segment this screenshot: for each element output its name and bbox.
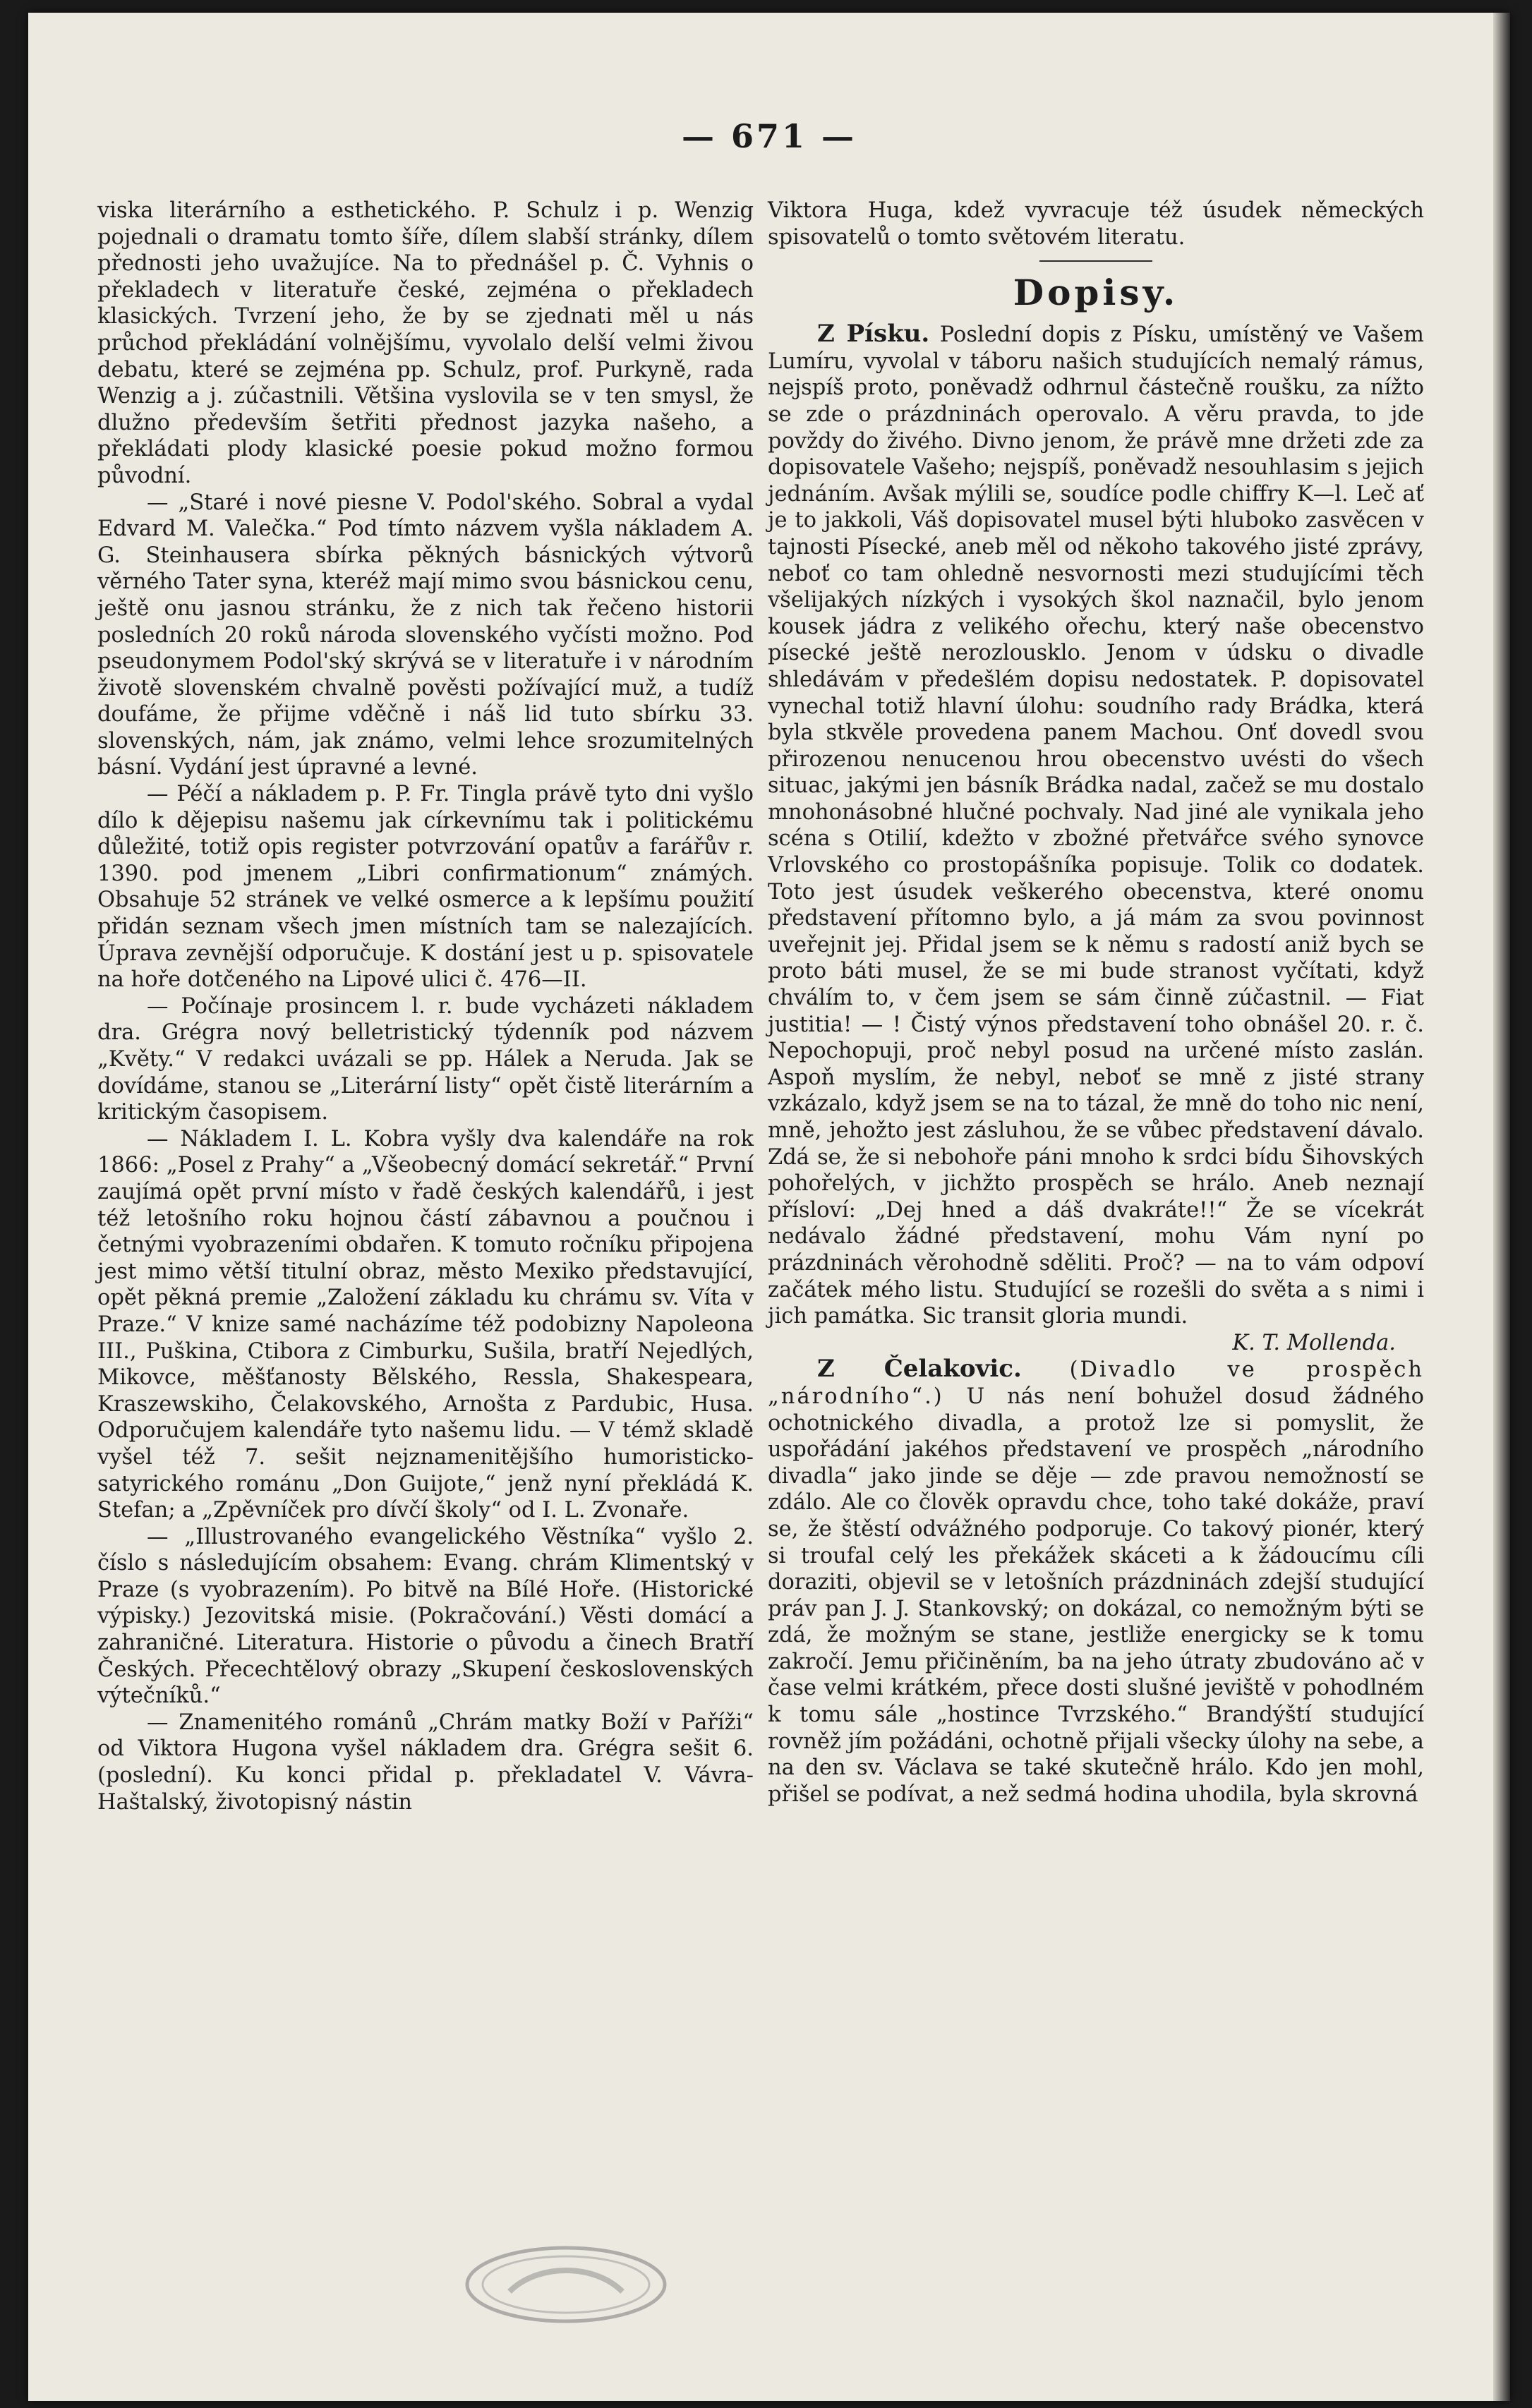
section-title: Dopisy.	[1013, 272, 1179, 314]
letter-pisek	[768, 321, 1424, 1330]
right-column	[768, 198, 1424, 1808]
news-item: viska literárního a esthetického. P. Schulz i p. Wenzig pojednali o dramatu tomto šíře, dílem slabší stránky, dílem přednosti jeho uvažujíce. Na to přednášel p. Č. Vyhnis o překladech v literatuře české, zejména o překladech klasických. Tvrzení jeho, že by se zjednati měl u nás průchod překládání volnějšímu, vyvolalo delší velmi živou debatu, které se zejména pp. Schulz, prof. Purkyně, rada Wenzig a j. zúčastnili. Většina vyslovila se v ten smysl, že dlužno především šetřiti přednost jazyka našeho, a překládati plody klasické poesie pokud možno formou původní.	[97, 198, 754, 488]
news-item: — „Staré i nové piesne V. Podol'ského. Sobral a vydal Edvard M. Valečka.“ Pod tímto názvem vyšla nákladem A. G. Steinhausera sbírka pěkných básnických výtvorů věrného Tater syna, kteréž mají mimo svou básnickou cenu, ještě onu jasnou stránku, že z nich tak řečeno historii posledních 20 roků národa slovenského vyčísti možno. Pod pseudonymem Podol'ský skrývá se v literatuře i v národním životě slovenském chvalně pověsti požívající muž, a tudíž doufáme, že přijme vděčně i náš lid tuto sbírku 33. slovenských, nám, jak známo, velmi lehce srozumitelných básní. Vydání jest úpravné a levné.	[97, 490, 754, 780]
news-item: — Nákladem I. L. Kobra vyšly dva kalendáře na rok 1866: „Posel z Prahy“ a „Všeobecný domácí sekretář.“ První zaujímá opět první místo v řadě českých kalendářů, i jest též letošního roku hojnou částí zábavnou a poučnou i četnými vyobrazeními obdařen. K tomuto ročníku připojena jest mimo větší titulní obraz, město Mexiko představující, opět pěkná premie „Založení základu ku chrámu sv. Víta v Praze.“ V knize samé nacházíme též podobizny Napoleona III., Puškina, Ctibora z Cimburku, Sušila, bratří Nejedlých, Mikovce, měšťanosty Bělského, Ressla, Shakespeara, Kraszewskiho, Čelakovského, Arnošta z Pardubic, Husa. Odporučujem kalendáře tyto našemu lidu. — V témž skladě vyšel též 7. sešit nejznamenitějšího humoristicko-satyrického románu „Don Guijote,“ jenž nyní překládá K. Stefan; a „Zpěvníček pro dívčí školy“ od I. L. Zvonaře.	[97, 1126, 754, 1523]
news-item: — „Illustrovaného evangelického Věstníka“ vyšlo 2. číslo s následujícím obsahem: Evang. chrám Klimentský v Praze (s vyobrazením). Po bitvě na Bílé Hoře. (Historické výpisky.) Jezovitská misie. (Pokračování.) Věsti domácí a zahraničné. Literatura. Historie o původu a činech Bratří Českých. Přecechtělový obrazy „Skupení československých výtečníků.“	[97, 1524, 754, 1709]
continuation-text: Viktora Huga, kdež vyvracuje též úsudek německých spisovatelů o tomto světovém literatu.	[768, 198, 1424, 250]
letter-place: Z Čelakovic.	[817, 1355, 1022, 1384]
library-stamp-icon	[460, 2242, 672, 2327]
section-divider	[1039, 260, 1152, 262]
news-item: — Péčí a nákladem p. P. Fr. Tingla právě tyto dni vyšlo dílo k dějepisu našemu jak církevnímu tak i politickému důležité, totiž opis register potvrzování opatův a farářův r. 1390. pod jmenem „Libri confirmationum“ známých. Obsahuje 52 stránek ve velké osmerce a k lepšímu použití přidán seznam všech jmen místních tam se nalezajících. Úprava zevnější odporučuje. K dostání jest u p. spisovatele na hoře dotčeného na Lipové ulici č. 476—II.	[97, 782, 754, 993]
news-item: — Znamenitého románů „Chrám matky Boží v Paříži“ od Viktora Hugona vyšel nákladem dra. Grégra sešit 6. (poslední). Ku konci přidal p. překladatel V. Vávra-Haštalský, životopisný nástin	[97, 1710, 754, 1815]
newspaper-page	[28, 13, 1510, 2401]
letter-body: Poslední dopis z Písku, umístěný ve Vašem Lumíru, vyvolal v táboru našich studujících nemalý rámus, nejspíš proto, poněvadž odhrnul částečně roušku, za nížto se zde o prázdninách operovalo. A věru pravda, to jde povždy do živého. Divno jenom, že právě mne držeti zde za dopisovatele Vašeho; nejspíš, poněvadž nesouhlasim s jejich jednáním. Avšak mýlili se, soudíce podle chiffry K—l. Leč ať je to jakkoli, Váš dopisovatel musel býti hluboko zasvěcen v tajnosti Písecké, aneb měl od někoho takového jisté zprávy, neboť co tam ohledně nesvornosti mezi studujícími těch všelijakých nízkých i vysokých škol naznačil, bylo jenom kousek jádra z velikého ořechu, který naše obecenstvo písecké ještě nerozlousklo. Jenom v údsku o divadle shledávám v předešlém dopisu nedostatek. P. dopisovatel vynechal totiž hlavní úlohu: soudního rady Brádka, která byla stkvěle provedena panem Machou. Onť dovedl svou přirozenou nenucenou hrou obecenstvo uvésti do všech situac, jakými jen básník Brádka nadal, začež se mu dostalo mnohonásobné hlučné pochvaly. Nad jiné ale vynikala jeho scéna s Otilií, kdežto v zbožné přetvářce svého synovce Vrlovského co prostopášníka popisuje. Tolik co dodatek. Toto jest úsudek veškerého obecenstva, které onomu představení přítomno bylo, a já mám za svou povinnost uveřejnit jej. Přidal jsem se k němu s radostí aniž bych se proto báti musel, že se mi bude stranost vyčítati, když chválím to, v čem jsem se sám činně zúčastnil. — Fiat justitia! — ! Čistý výnos představení toho obnášel 20. r. č. Nepochopuji, proč nebyl posud na určené místo zaslán. Aspoň myslím, že nebyl, neboť se mně z jisté strany vzkázalo, když jsem se na to tázal, že mně do toho nic není, mně, jehožto jest zásluhou, že se vůbec představení dávalo. Zdá se, že si nebohoře páni mnoho k srdci bídu Šihovských pohořelých, v jichžto prospěch se hrálo. Aneb neznají přísloví: „Dej hned a dáš dvakráte!!“ Že se vícekrát nedávalo žádné představení, mohu Vám nyní po prázdninách věrohodně sděliti. Proč? — na to vám odpoví začátek mého listu. Studující se rozešli do světa a s nimi i jich památka. Sic transit gloria mundi.	[768, 322, 1424, 1329]
left-column	[97, 198, 754, 1815]
page-edge-shadow	[1493, 13, 1510, 2401]
news-item: — Počínaje prosincem l. r. bude vycházeti nákladem dra. Grégra nový belletristický týdenník pod názvem „Květy.“ V redakci uvázali se pp. Hálek a Neruda. Jak se dovídáme, stanou se „Literární listy“ opět čistě literárním a kritickým časopisem.	[97, 993, 754, 1125]
letter-body: U nás není bohužel dosud žádného ochotnického divadla, a protož lze si pomyslit, že uspořádání jakéhos představení ve prospěch „národního divadla“ jako jinde se děje — zde pravou nemožností se zdálo. Ale co člověk opravdu chce, toho také dokáže, praví se, že štěstí odvážného podporuje. Co takový pionér, který si troufal celý les překážek skáceti a k žádoucímu cíli doraziti, objevil se v letošních prázdninách zdejší studující práv pan J. J. Stankovský; on dokázal, co nemožným býti se zdá, že možným se stane, jestliže energicky se k tomu zakročí. Jemu přičiněním, ba na jeho útraty zbudováno ač v čase velmi krátkém, přece dosti slušné jeviště v pohodlném k tomu sále „hostince Tvrzského.“ Brandýští studující rovněž jím požádáni, ochotně přijali všecky úlohy na sebe, a na den sv. Václava se také skutečně hrálo. Kdo jen mohl, přišel se podívat, a než sedmá hodina uhodila, byla skrovná	[768, 1384, 1425, 1807]
letter-lead: (Divadlo ve prospěch „národního“.)	[768, 1357, 1424, 1409]
page-number: — 671 —	[681, 117, 857, 155]
letter-place: Z Písku.	[817, 320, 930, 349]
letter-signature: K. T. Mollenda.	[1232, 1330, 1396, 1355]
letter-celakovice	[768, 1356, 1424, 1808]
